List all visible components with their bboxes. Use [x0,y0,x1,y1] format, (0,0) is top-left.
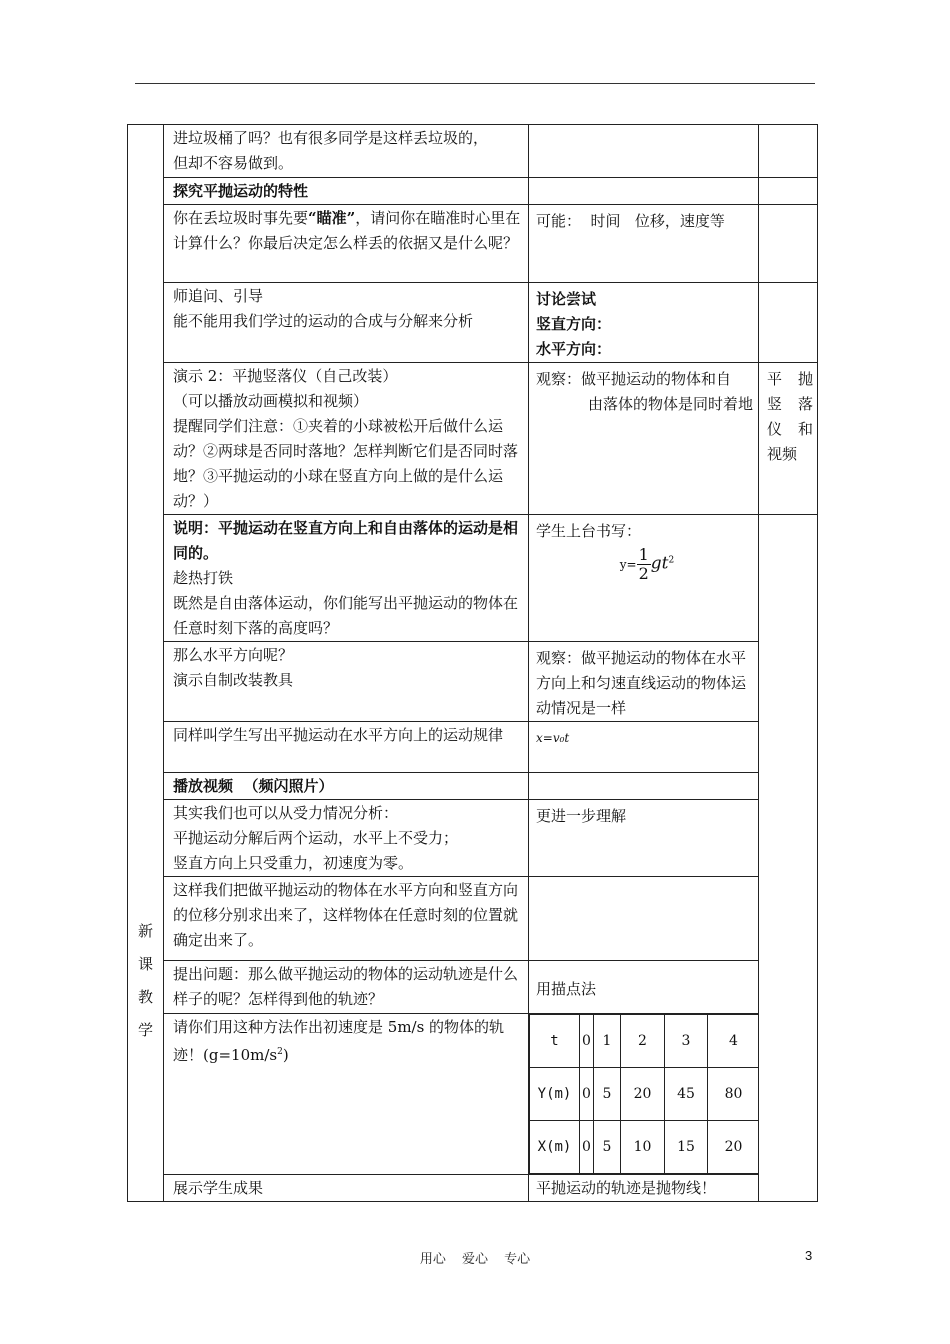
activity-cell: 其实我们也可以从受力情况分析： 平抛运动分解后两个运动，水平上不受力； 竖直方向上只受重力，初速度为零。 [164,800,529,877]
activity-cell: 师追问、引导 能不能用我们学过的运动的合成与分解来分析 [164,283,529,363]
header-rule [135,83,815,84]
activity-cell: 那么水平方向呢？ 演示自制改装教具 [164,642,529,722]
student-cell: 讨论尝试 竖直方向： 水平方向： [529,283,759,363]
stage-label-cell [128,125,164,1202]
table-row [128,283,818,363]
table-row [128,800,818,877]
table-row [128,205,818,283]
student-cell: x=v₀t [529,722,759,773]
note-cell [759,515,818,1202]
data-table-cell [529,1014,759,1175]
activity-cell: 探究平抛运动的特性 [164,178,529,205]
stage-char: 教 [137,988,153,1006]
activity-cell: 播放视频 （频闪照片） [164,773,529,800]
table-row [128,877,818,961]
note-cell: 平 抛 竖 落 仪 和 视频 [759,363,818,515]
page-footer: 用心 爱心 专心 [419,1252,531,1267]
activity-cell: 展示学生成果 [164,1175,529,1202]
activity-cell: 说明：平抛运动在竖直方向上和自由落体的运动是相同的。 趁热打铁 既然是自由落体运动，你们能写出平抛运动的物体在任意时刻下落的高度吗？ [164,515,529,642]
table-row [128,642,818,722]
activity-cell: 演示 2：平抛竖落仪（自己改装） （可以播放动画模拟和视频） 提醒同学们注意：①夹着的小球被松开后做什么运动？②两球是否同时落地？怎样判断它们是否同时落地？③平抛运动的小球在竖直方向上做的是什么运动？） [164,363,529,515]
note-cell [759,283,818,363]
table-row: X(m) 0 5 10 15 20 [530,1121,759,1174]
student-cell: 用描点法 [529,961,759,1014]
trajectory-data-table [529,1014,759,1174]
activity-cell: 你在丢垃圾时事先要“瞄准”，请问你在瞄准时心里在计算什么？你最后决定怎么样丢的依据又是什么呢？ [164,205,529,283]
table-row [128,1175,818,1202]
student-cell [529,178,759,205]
student-cell: 学生上台书写： y= $\frac{1}{2}$ $gt^2$ [529,515,759,642]
note-cell [759,125,818,178]
student-cell: 平抛运动的轨迹是抛物线！ [529,1175,759,1202]
student-cell: 观察：做平抛运动的物体在水平方向上和匀速直线运动的物体运动情况是一样 [529,642,759,722]
student-cell [529,773,759,800]
table-row [128,773,818,800]
lesson-plan-table [127,124,818,1202]
note-cell [759,205,818,283]
page-number: 3 [805,1248,813,1263]
stage-char: 学 [137,1021,153,1039]
student-cell [529,125,759,178]
student-cell: 可能： 时间 位移，速度等 [529,205,759,283]
table-row [128,363,818,515]
table-row [128,178,818,205]
table-row [128,1014,818,1175]
table-row [128,515,818,642]
formula-free-fall: y= $\frac{1}{2}$ $gt^2$ [619,545,675,583]
activity-cell: 这样我们把做平抛运动的物体在水平方向和竖直方向的位移分别求出来了，这样物体在任意时刻的位置就确定出来了。 [164,877,529,961]
table-row: t 0 1 2 3 4 [530,1015,759,1068]
note-cell [759,178,818,205]
student-cell [529,877,759,961]
table-row [128,722,818,773]
activity-cell: 同样叫学生写出平抛运动在水平方向上的运动规律 [164,722,529,773]
stage-char: 新 [137,922,153,940]
stage-char: 课 [137,955,153,973]
table-row [128,961,818,1014]
activity-cell: 提出问题：那么做平抛运动的物体的运动轨迹是什么样子的呢？怎样得到他的轨迹？ [164,961,529,1014]
student-cell: 观察：做平抛运动的物体和自 由落体的物体是同时着地 [529,363,759,515]
student-cell: 更进一步理解 [529,800,759,877]
table-row [128,125,818,178]
activity-cell: 进垃圾桶了吗？也有很多同学是这样丢垃圾的， 但却不容易做到。 [164,125,529,178]
activity-cell: 请你们用这种方法作出初速度是 5m/s 的物体的轨迹！$(g=10m/s^2)$ [164,1014,529,1175]
table-row: Y(m) 0 5 20 45 80 [530,1068,759,1121]
